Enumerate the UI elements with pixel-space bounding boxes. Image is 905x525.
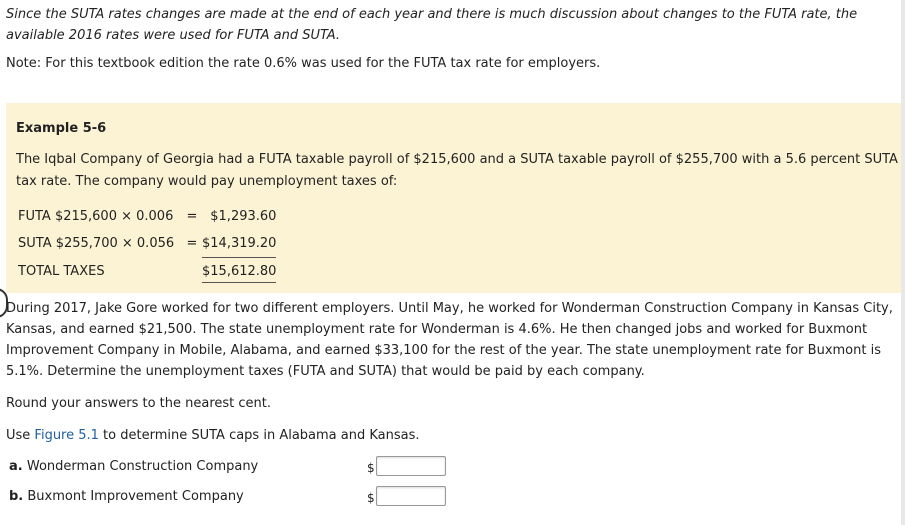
question-text: Wonderman Construction Company: [22, 459, 259, 474]
table-row: [18, 230, 276, 258]
problem-text: During 2017, Jake Gore worked for two different employers. Until May, he worked for Wonderman Construction Company in Kansas City, Kansas, and earned $21,500. The state unemployment rate for Wonderman is 4.6%. He then changed jobs and worked for Buxmont Improvement Company in Mobile, Alabama, and earned $33,100 for the rest of the year. The state unemployment rate for Buxmont is 5.1%. Determine the unemployment taxes (FUTA and SUTA) that would be paid by each company.: [6, 301, 893, 379]
total-amount: $15,612.80: [202, 264, 276, 283]
example-table: [18, 203, 276, 285]
row-equals: [182, 258, 202, 286]
row-amount: $14,319.20: [202, 230, 276, 258]
figure-instruction-after: to determine SUTA caps in Alabama and Kansas.: [98, 428, 420, 443]
intro-text: Since the SUTA rates changes are made at the end of each year and there is much discussion about changes to the FUTA rate, the available 2016 rates were used for FUTA and SUTA.: [6, 7, 858, 43]
question-b-label: [9, 489, 244, 504]
question-a-label: [9, 459, 258, 474]
example-body: The Iqbal Company of Georgia had a FUTA taxable payroll of $215,600 and a SUTA taxable payroll of $255,700 with a 5.6 percent SUTA tax rate. The company would pay unemployment taxes of:: [16, 152, 898, 189]
answer-input-b[interactable]: [376, 486, 446, 506]
answer-input-a[interactable]: [376, 456, 446, 476]
row-label: SUTA $255,700 × 0.056: [18, 236, 175, 252]
question-text: Buxmont Improvement Company: [23, 489, 244, 504]
figure-instruction: [6, 428, 420, 443]
note-text: Note: For this textbook edition the rate 0.6% was used for the FUTA tax rate for employers.: [6, 56, 601, 71]
example-box: [6, 103, 905, 293]
example-title: Example 5-6: [16, 121, 107, 136]
row-equals: =: [186, 236, 198, 252]
figure-instruction-before: Use: [6, 428, 35, 443]
table-row: [18, 203, 276, 230]
scrollbar-track[interactable]: [901, 0, 905, 525]
question-letter: b.: [9, 489, 24, 504]
currency-symbol: $: [367, 461, 375, 475]
currency-symbol: $: [367, 491, 375, 505]
table-row: [18, 258, 276, 286]
round-instruction: Round your answers to the nearest cent.: [6, 396, 272, 411]
row-equals: =: [186, 209, 198, 224]
figure-link[interactable]: Figure 5.1: [34, 428, 99, 443]
row-label: FUTA $215,600 × 0.006: [18, 209, 174, 224]
row-label: TOTAL TAXES: [18, 263, 105, 279]
row-amount: $1,293.60: [210, 209, 277, 224]
question-letter: a.: [9, 459, 23, 474]
row-amount-total: [202, 258, 276, 286]
